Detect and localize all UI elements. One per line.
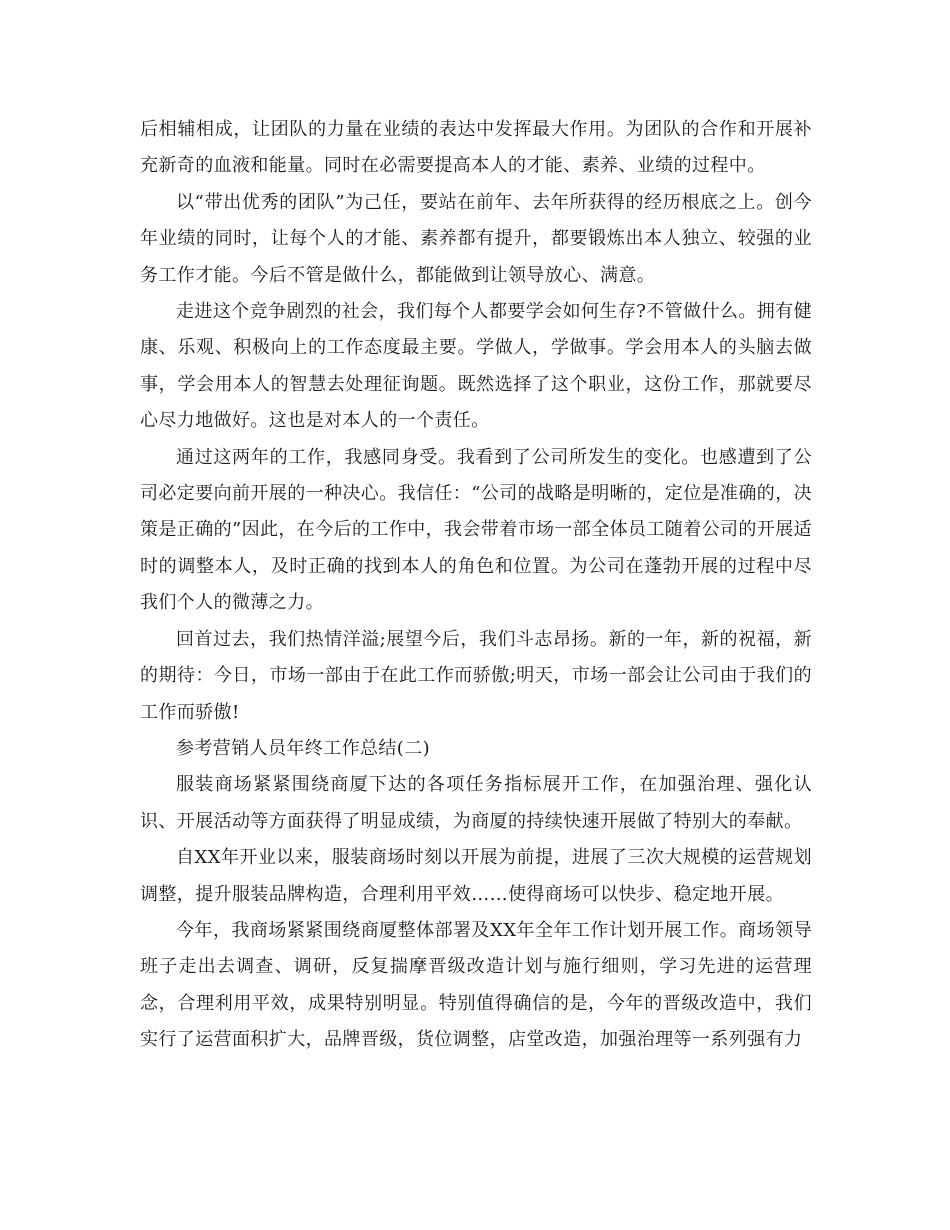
paragraph-mall-history: 自XX年开业以来，服装商场时刻以开展为前提，进展了三次大规模的运营规划调整，提升服装品牌构造，合理利用平效……使得商场可以快步、稳定地开展。 [140, 847, 812, 905]
paragraph-closing-outlook: 回首过去，我们热情洋溢;展望今后，我们斗志昂扬。新的一年，新的祝福，新的期待：今日，市场一部由于在此工作而骄傲;明天，市场一部会让公司由于我们的工作而骄傲! [140, 628, 812, 723]
paragraph-work-attitude: 走进这个竞争剧烈的社会，我们每个人都要学会如何生存?不管做什么。拥有健康、乐观、积极向上的工作态度最主要。学做人，学做事。学会用本人的头脑去做事，学会用本人的智慧去处理征询题。既然选择了这个职业，这份工作，那就要尽心尽力地做好。这也是对本人的一个责任。 [140, 301, 812, 432]
section-heading: 参考营销人员年终工作总结(二) [176, 737, 431, 759]
paragraph-mall-overview: 服装商场紧紧围绕商厦下达的各项任务指标展开工作，在加强治理、强化认识、开展活动等方面获得了明显成绩，为商厦的持续快速开展做了特别大的奉献。 [140, 774, 812, 832]
paragraph-team-goal: 以“带出优秀的团队”为己任，要站在前年、去年所获得的经历根底之上。创今年业绩的同时，让每个人的才能、素养都有提升，都要锻炼出本人独立、较强的业务工作才能。今后不管是做什么，都能做到让领导放心、满意。 [140, 191, 812, 286]
document-body [140, 112, 812, 1059]
paragraph-continuation: 后相辅相成，让团队的力量在业绩的表达中发挥最大作用。为团队的合作和开展补充新奇的血液和能量。同时在必需要提高本人的才能、素养、业绩的过程中。 [140, 119, 812, 177]
paragraph-company-direction: 通过这两年的工作，我感同身受。我看到了公司所发生的变化。也感遭到了公司必定要向前开展的一种决心。我信任：“公司的战略是明晰的，定位是准确的，决策是正确的”因此，在今后的工作中，我会带着市场一部全体员工随着公司的开展适时的调整本人，及时正确的找到本人的角色和位置。为公司在蓬勃开展的过程中尽我们个人的微薄之力。 [140, 446, 812, 614]
paragraph-this-year: 今年，我商场紧紧围绕商厦整体部署及XX年全年工作计划开展工作。商场领导班子走出去调查、调研，反复揣摩晋级改造计划与施行细则，学习先进的运营理念，合理利用平效，成果特别明显。特别值得确信的是，今年的晋级改造中，我们实行了运营面积扩大，品牌晋级，货位调整，店堂改造，加强治理等一系列强有力 [140, 919, 812, 1051]
